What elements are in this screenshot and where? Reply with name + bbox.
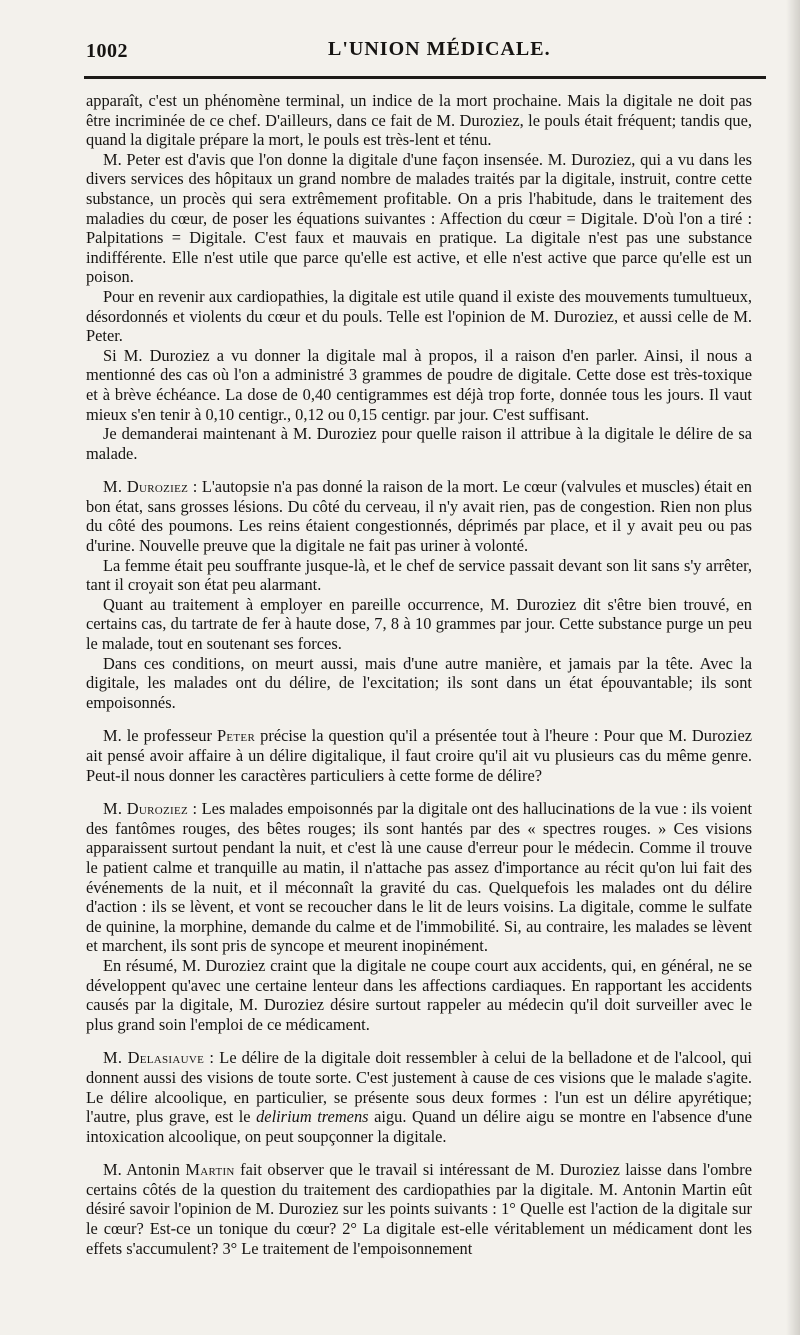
page-header <box>86 38 752 72</box>
paragraph: M. Peter est d'avis que l'on donne la digitale d'une façon insensée. M. Duroziez, qui a vu dans les divers services des hôpitaux un grand nombre de malades traités par la digitale, instruit, contre cette substance, un procès qui sera extrêmement profitable. On a pris l'habitude, dans le traitement des maladies du cœur, de poser les équations suivantes : Affection du cœur = Digitale. D'où l'on a tiré : Palpitations = Digitale. C'est faux et mauvais en pratique. La digitale n'est pas une substance indifférente. Elle n'est utile que parce qu'elle est active, et elle n'est active que parce qu'elle est un poison. <box>86 149 752 287</box>
page-edge-shadow <box>786 0 800 1335</box>
speaker-name: M. Delasiauve : <box>103 1048 215 1068</box>
article-body <box>86 91 752 1258</box>
paragraph: Si M. Duroziez a vu donner la digitale mal à propos, il a raison d'en parler. Ainsi, il nous a mentionné des cas où l'on a administré 3 grammes de poudre de digitale. Cette dose est très-toxique et à brève échéance. La dose de 0,40 centigrammes est déjà trop forte, donnée tous les jours. Il vaut mieux s'en tenir à 0,10 centigr., 0,12 ou 0,15 centigr. par jour. C'est suffisant. <box>86 345 752 424</box>
paragraph: La femme était peu souffrante jusque-là, et le chef de service passait devant son lit sans s'y arrêter, tant il croyait son état peu alarmant. <box>86 555 752 595</box>
paragraph: Quant au traitement à employer en pareille occurrence, M. Duroziez dit s'être bien trouvé, en certains cas, du tartrate de fer à haute dose, 7, 8 à 10 grammes par jour. Cette substance purge un peu le malade, tout en soutenant ses forces. <box>86 594 752 654</box>
header-rule <box>84 76 766 79</box>
speaker-name: M. Duroziez : <box>103 477 198 497</box>
running-title: L'UNION MÉDICALE. <box>328 38 551 60</box>
paragraph-speaker: M. Delasiauve : Le délire de la digitale doit ressembler à celui de la belladone et de l'alcool, qui donnent aussi des visions de toute sorte. C'est justement à cause de ces visions que le malade s'agite. Le délire alcoolique, en particulier, se présente sous deux formes : l'un est un délire apyrétique; l'autre, plus grave, est le delirium tremens aigu. Quand un délire aigu se montre en l'absence d'une intoxication alcoolique, on peut soupçonner la digitale. <box>86 1048 752 1146</box>
paragraph: Dans ces conditions, on meurt aussi, mais d'une autre manière, et jamais par la tête. Avec la digitale, les malades ont du délire, de l'excitation; ils sont dans un état épouvantable; ils sont empoisonnés. <box>86 653 752 712</box>
page-number: 1002 <box>86 40 128 62</box>
paragraph: En résumé, M. Duroziez craint que la digitale ne coupe court aux accidents, qui, en général, ne se développent qu'avec une certaine lenteur dans les affections cardiaques. En rapportant les accidents causés par la digitale, M. Duroziez désire surtout rappeler au médecin qu'il doit surveiller avec le plus grand soin l'emploi de ce médicament. <box>86 955 752 1034</box>
paragraph: apparaît, c'est un phénomène terminal, un indice de la mort prochaine. Mais la digitale ne doit pas être incriminée de ce chef. D'ailleurs, dans ce fait de M. Duroziez, le pouls était fréquent; tandis que, quand la digitale prépare la mort, le pouls est très-lent et ténu. <box>86 91 752 150</box>
speaker-name: M. Duroziez : <box>103 799 198 819</box>
paragraph: Je demanderai maintenant à M. Duroziez pour quelle raison il attribue à la digitale le délire de sa malade. <box>86 424 752 463</box>
paragraph: Pour en revenir aux cardiopathies, la digitale est utile quand il existe des mouvements tumultueux, désordonnés et violents du cœur et du pouls. Telle est l'opinion de M. Duroziez, et aussi celle de M. Peter. <box>86 286 752 346</box>
paragraph-speaker: M. Antonin Martin fait observer que le travail si intéressant de M. Duroziez laisse dans l'ombre certains côtés de la question du traitement des cardiopathies par la digitale. M. Antonin Martin eût désiré savoir l'opinion de M. Duroziez sur les points suivants : 1° Quelle est l'action de la digitale sur le cœur? Est-ce un tonique du cœur? 2° La digitale est-elle véritablement un médicament dont les effets s'accumulent? 3° Le traitement de l'empoisonnement <box>86 1160 752 1258</box>
paragraph-speaker: M. le professeur Peter précise la question qu'il a présentée tout à l'heure : Pour que M. Duroziez ait pensé avoir affaire à un délire digitalique, il faut croire qu'il ait vu plusieurs cas du même genre. Peut-il nous donner les caractères particuliers à cette forme de délire? <box>86 726 752 785</box>
speaker-name: Peter <box>216 726 256 746</box>
italic-term: delirium tremens <box>256 1107 369 1127</box>
paragraph-speaker: M. Duroziez : L'autopsie n'a pas donné la raison de la mort. Le cœur (valvules et muscles) était en bon état, sans grosses lésions. Du côté du cerveau, il n'y avait rien, pas de congestion. Rien non plus du côté des poumons. Les reins étaient congestionnés, déprimés par place, et il y avait peu ou pas d'urine. Nouvelle preuve que la digitale ne fait pas uriner à volonté. <box>86 477 753 556</box>
paragraph-speaker: M. Duroziez : Les malades empoisonnés par la digitale ont des hallucinations de la vue : ils voient des fantômes rouges, des bêtes rouges; ils sont hantés par des « spectres rouges. » Ces visions apparaissent surtout pendant la nuit, et c'est là une cause d'erreur pour le médecin. Comme il trouve le patient calme et tranquille au matin, il n'attache pas assez d'importance au récit qu'on lui fait des événements de la nuit, et il méconnaît la gravité du cas. Quelquefois les malades ont du délire d'action : ils se lèvent, et vont se recoucher dans le lit de leurs voisins. La digitale, comme le sulfate de quinine, la morphine, demande du calme et de l'immobilité. Si, au contraire, les malades se lèvent et marchent, ils sont pris de syncope et meurent inopinément. <box>86 799 753 956</box>
speaker-name: Martin <box>185 1160 235 1180</box>
